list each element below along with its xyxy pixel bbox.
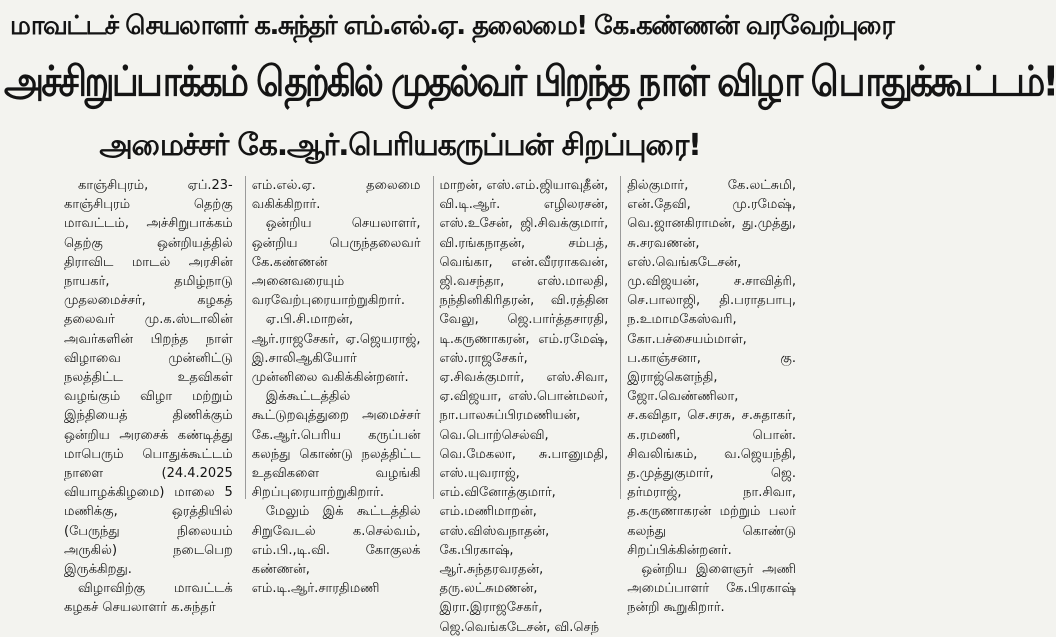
paragraph: இக்கூட்டத்தில் கூட்டுறவுத்துறை அமைச்சர் கே.ஆர்.பெரிய கருப்பன் கலந்து கொண்டு நலத்திட்ட உதவிகளை வழங்கி சிறப்புரையாற்றுகிறார். [251,389,421,501]
paragraph: எம்.எல்.ஏ. தலைமை வகிக்கிறார். [251,178,421,213]
paragraph: மேலும் இக் கூட்டத்தில் சிறுவேடல் க.செல்வம், எம்.பி.,டி.வி. கோகுலக் கண்ணன், எம்.டி.ஆர்.சாரதிமணி [251,504,421,597]
kicker-headline: மாவட்டச் செயலாளர் க.சுந்தர் எம்.எல்.ஏ. தலைமை! கே.கண்ணன் வரவேற்புரை [10,11,894,41]
column-4 [620,176,796,616]
article-body [64,176,796,635]
paragraph: விழாவிற்கு மாவட்டக் கழகச் செயலாளர் க.சுந்தர் [64,581,233,616]
paragraph: ஏ.பி.சி.மாறன், ஆர்.ராஜசேகர், ஏ.ஜெயராஜ், இ.சாலிஆகியோர் முன்னிலை வகிக்கின்றனர். [251,312,421,386]
column-2 [245,176,421,597]
main-headline: அச்சிறுப்பாக்கம் தெற்கில் முதல்வர் பிறந்த நாள் விழா பொதுக்கூட்டம்! [4,58,1056,106]
paragraph: தில்குமார், கே.லட்சுமி, என்.தேவி, மு.ரமேஷ், வெ.ஜானகிராமன், து.முத்து, சு.சரவணன், எஸ்.வெங்கடேசன், மு.விஜயன், ச.சாவித்ரி, செ.பாலாஜி, தி.பராதபாபு, ந.உமாமகேஸ்வரி, கோ.பச்சையம்மாள், ப.காஞ்சனா, கு. இராஜ்கௌந்தி, ஜோ.வெண்ணிலா, ச.கவிதா, செ.சரசு, ச.சுதாகர், க.ரமணி, பொன். சிவலிங்கம், வ.ஜெயந்தி, த.முத்துகுமார், ஜெ. தர்மராஜ், நா.சிவா, த.கருணாகரன் மற்றும் பலர் கலந்து கொண்டு சிறப்பிக்கின்றனர். [627,178,796,558]
sub-headline: அமைச்சர் கே.ஆர்.பெரியகருப்பன் சிறப்புரை! [99,128,701,163]
paragraph: காஞ்சிபுரம், ஏப்.23- காஞ்சிபுரம் தெற்கு மாவட்டம், அச்சிறுபாக்கம் தெற்கு ஒன்றியத்தில் திராவிட மாடல் அரசின் நாயகர், தமிழ்நாடு முதலமைச்சர், கழகத் தலைவர் மு.க.ஸ்டாலின் அவர்களின் பிறந்த நாள் விழாவை முன்னிட்டு நலத்திட்ட உதவிகள் வழங்கும் விழா மற்றும் இந்தியைத் திணிக்கும் ஒன்றிய அரசைக் கண்டித்து மாபெரும் பொதுக்கூட்டம் நாளை (24.4.2025 வியாழக்கிழமை) மாலை 5 மணிக்கு, ஒரத்தியில் (பேருந்து நிலையம் அருகில்) நடைபெற இருக்கிறது. [64,178,233,578]
paragraph: ஒன்றிய செயலாளர், ஒன்றிய பெருந்தலைவர் கே.கண்ணன் அனைவரையும் வரவேற்புரையாற்றுகிறார். [251,216,421,309]
paragraph: ஒன்றிய இளைஞர் அணி அமைப்பாளர் கே.பிரகாஷ் நன்றி கூறுகிறார். [627,562,796,616]
column-3 [433,176,609,635]
paragraph: மாறன், எஸ்.எம்.ஜியாவுதீன், வி.டி.ஆர். எழிலரசன், எஸ்.உசேன், ஜி.சிவக்குமார், வி.ரங்கநாதன், சம்பத், வெங்கா, என்.வீரராகவன், ஜி.வசந்தா, எஸ்.மாலதி, நந்தினிகிரிதரன், வி.ரத்தின வேலு, ஜெ.பார்த்தசாரதி, டி.கருணாகரன், எம்.ரமேஷ், எஸ்.ராஜசேகர், ஏ.சிவக்குமார், எஸ்.சிவா, ஏ.விஜயா, எஸ்.பொன்மலர், நா.பாலசுப்பிரமணியன், வெ.பொற்செல்வி, வெ.மேகலா, சு.பானுமதி, எஸ்.யுவராஜ், எம்.வினோத்குமார், எம்.மணிமாறன், எஸ்.விஸ்வநாதன், கே.பிரகாஷ், ஆர்.சுந்தரவரதன், தரு.லட்சுமணன், இரா.இராஜசேகர், ஜெ.வெங்கடேசன், வி.செந் [439,178,609,635]
column-1 [64,176,233,616]
